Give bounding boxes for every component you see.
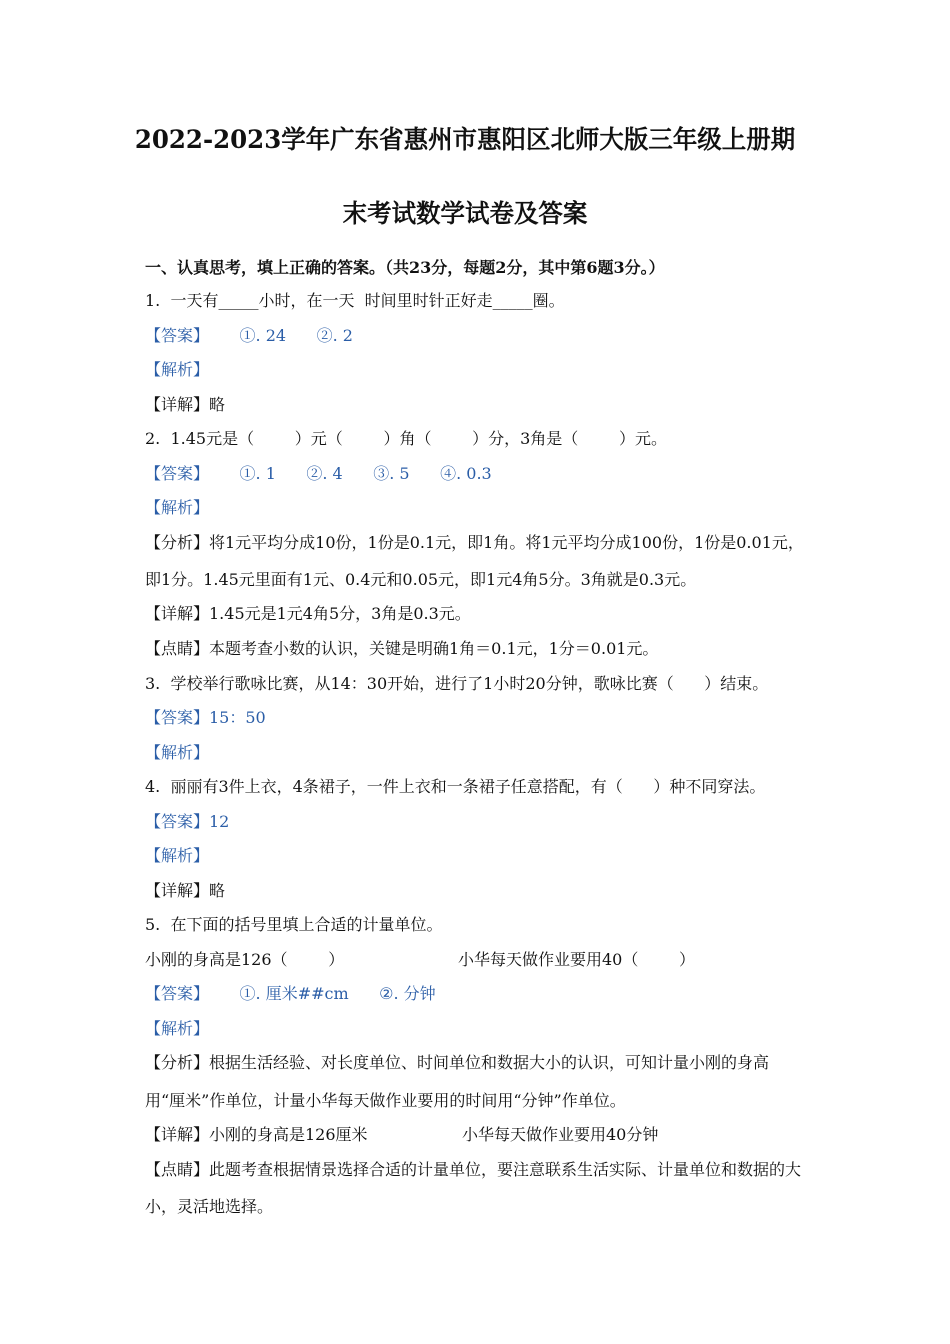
q5-detail-right: 小华每天做作业要用40分钟 [462, 1125, 659, 1144]
q2-answer: 【答案】 ①. 1 ②. 4 ③. 5 ④. 0.3 [145, 464, 492, 483]
question-2: 2. 1.45元是（ ）元（ ）角（ ）分，3角是（ ）元。 [145, 429, 667, 448]
q2-analysis-label: 【解析】 [145, 498, 210, 517]
title-line-2: 末考试数学试卷及答案 [342, 199, 588, 228]
q4-detail: 【详解】略 [145, 881, 226, 900]
q4-answer: 【答案】12 [145, 812, 230, 831]
question-5: 5. 在下面的括号里填上合适的计量单位。 [145, 915, 443, 934]
section-heading: 一、认真思考，填上正确的答案。（共23分，每题2分，其中第6题3分。） [145, 258, 665, 277]
q5-analysis-label: 【解析】 [145, 1019, 210, 1038]
question-3: 3. 学校举行歌咏比赛，从14：30开始，进行了1小时20分钟，歌咏比赛（ ）结束。 [145, 674, 769, 693]
q5-prompt-left: 小刚的身高是126（ ） [145, 950, 345, 969]
q1-answer: 【答案】 ①. 24 ②. 2 [145, 326, 353, 345]
q2-analysis-line-2: 即1分。1.45元里面有1元、0.4元和0.05元，即1元4角5分。3角就是0.3元。 [145, 570, 697, 589]
q3-answer: 【答案】15：50 [145, 708, 266, 727]
question-4: 4. 丽丽有3件上衣，4条裙子，一件上衣和一条裙子任意搭配，有（ ）种不同穿法。 [145, 777, 766, 796]
q5-analysis-line-2: 用“厘米”作单位，计量小华每天做作业要用的时间用“分钟”作单位。 [145, 1091, 626, 1110]
q5-remark-line-1: 【点睛】此题考查根据情景选择合适的计量单位，要注意联系生活实际、计量单位和数据的大 [145, 1160, 802, 1179]
q5-remark-line-2: 小，灵活地选择。 [145, 1197, 274, 1216]
q2-remark: 【点睛】本题考查小数的认识，关键是明确1角＝0.1元，1分＝0.01元。 [145, 639, 659, 658]
q4-analysis-label: 【解析】 [145, 846, 210, 865]
q1-detail: 【详解】略 [145, 395, 226, 414]
q2-detail: 【详解】1.45元是1元4角5分，3角是0.3元。 [145, 604, 471, 623]
question-1: 1. 一天有_____小时，在一天 时间里时针正好走_____圈。 [145, 291, 565, 310]
q5-answer: 【答案】 ①. 厘米##cm ②. 分钟 [145, 984, 436, 1003]
q2-analysis-line-1: 【分析】将1元平均分成10份，1份是0.1元，即1角。将1元平均分成100份，1份是0.01元， [145, 533, 804, 552]
q5-prompt-right: 小华每天做作业要用40（ ） [458, 950, 696, 969]
q3-analysis-label: 【解析】 [145, 743, 210, 762]
q5-analysis-line-1: 【分析】根据生活经验、对长度单位、时间单位和数据大小的认识，可知计量小刚的身高 [145, 1053, 770, 1072]
title-line-1: 2022-2023学年广东省惠州市惠阳区北师大版三年级上册期 [134, 125, 796, 154]
q5-detail-left: 【详解】小刚的身高是126厘米 [145, 1125, 368, 1144]
q1-analysis-label: 【解析】 [145, 360, 210, 379]
